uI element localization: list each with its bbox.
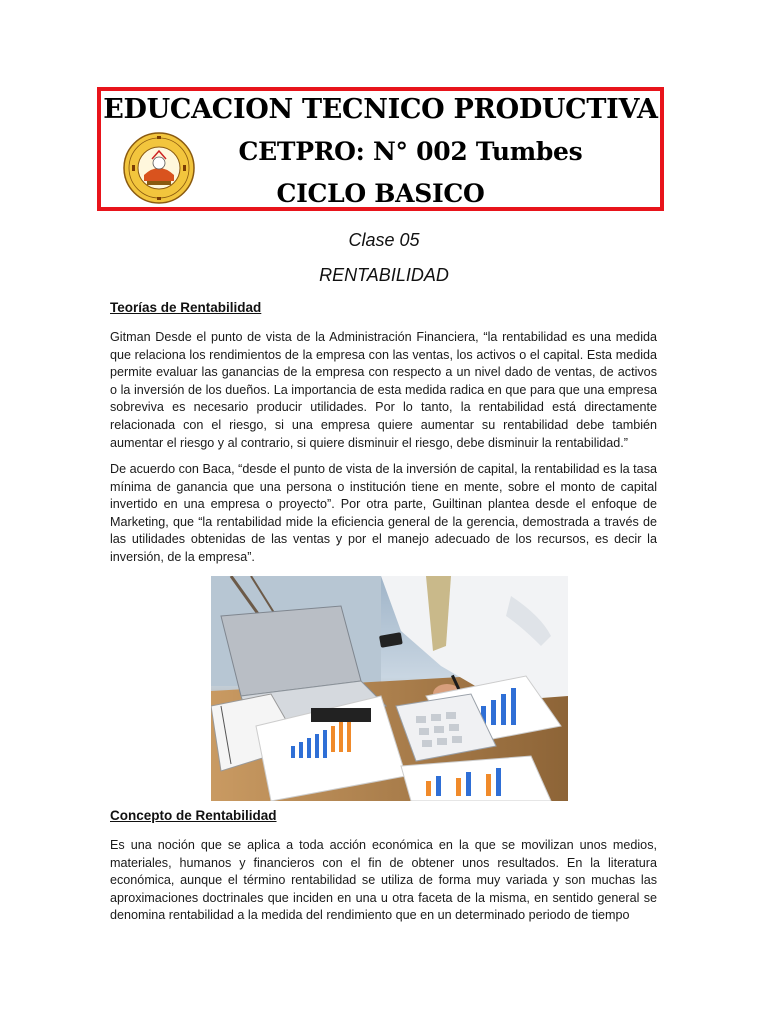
class-number: Clase 05 [348, 230, 420, 250]
institution-header [97, 87, 664, 211]
section-heading-concepto: Concepto de Rentabilidad [110, 808, 277, 823]
paragraph-concepto: Es una noción que se aplica a toda acción económica en la que se movilizan unos medios, materiales, humanos y financieros con el fin de obtener unos resultados. En la literatura económica, aunque el término rentabilidad se utiliza de forma muy variada y son muchas las aproximaciones doctrinales que inciden en una u otra faceta de la misma, en sentido general se denomina rentabilidad a la medida del rendimiento que en un determinado periodo de tiempo [110, 838, 657, 923]
paragraph-baca: De acuerdo con Baca, “desde el punto de vista de la inversión de capital, la rentabilidad es la tasa mínima de ganancia que una persona o institución tiene en mente, sobre el monto de capital invertido en una empresa o proyecto”. Por otra parte, Guiltinan plantea desde el enfoque de Marketing, que “la rentabilidad mide la eficiencia general de la gerencia, demostrada a través de las utilidades obtenidas de las ventas y por el manejo adecuado de los recursos, es decir la inversión, de la empresa”. [110, 462, 657, 564]
header-cycle: CICLO BASICO [276, 179, 485, 208]
header-title: EDUCACION TECNICO PRODUCTIVA [103, 94, 658, 125]
document-topic: RENTABILIDAD [319, 265, 449, 285]
header-subtitle: CETPRO: N° 002 Tumbes [238, 137, 583, 166]
paragraph-gitman: Gitman Desde el punto de vista de la Administración Financiera, “la rentabilidad es una medida que relaciona los rendimientos de la empresa con las ventas, los activos o el capital. Esta medida permite evaluar las ganancias de la empresa con respecto a un nivel dado de ventas, de activos o la inversión de los dueños. La importancia de esta medida radica en que para que una empresa sobreviva es necesario producir utilidades. Por lo tanto, la rentabilidad está directamente relacionada con el riesgo, si una empresa quiere aumentar su rentabilidad debe también aumentar el riesgo y al contrario, si quiere disminuir el riesgo, debe disminuir la rentabilidad.” [110, 330, 657, 450]
finance-desk-photo [211, 576, 568, 801]
section-heading-teorias: Teorías de Rentabilidad [110, 300, 262, 315]
